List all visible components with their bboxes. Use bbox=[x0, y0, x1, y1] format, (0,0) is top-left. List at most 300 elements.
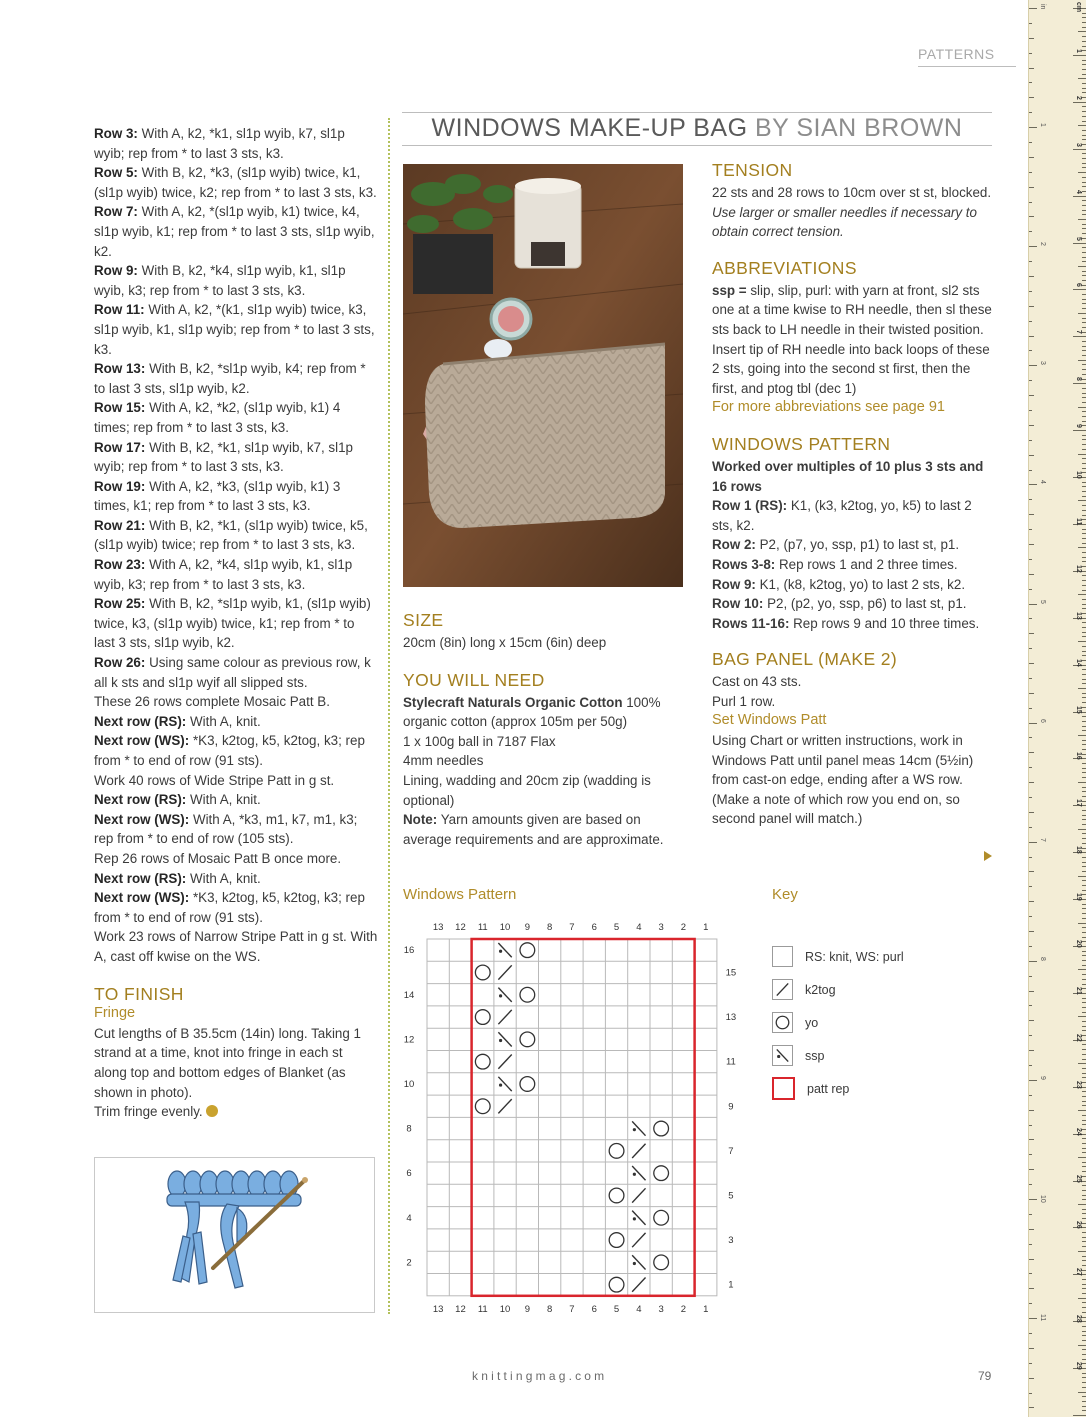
chart-col-label: 6 bbox=[591, 922, 597, 933]
ruler-tick bbox=[1082, 561, 1086, 562]
ruler-tick bbox=[1082, 280, 1086, 281]
ruler-tick bbox=[1082, 163, 1086, 164]
ruler-tick bbox=[1082, 261, 1086, 262]
ruler-tick bbox=[1082, 210, 1086, 211]
mosaic-row-instruction: Row 21: With B, k2, *k1, (sl1p wyib) twice, k5, (sl1p wyib) twice; rep from * to last 3 sts, k3. bbox=[94, 517, 368, 553]
ruler-tick bbox=[1082, 791, 1086, 792]
ruler-tick bbox=[1082, 843, 1086, 844]
ruler-tick bbox=[1082, 205, 1086, 206]
ruler-cm-label: 21 bbox=[1075, 986, 1082, 995]
ruler-inch-tick bbox=[1029, 827, 1032, 828]
ruler-tick bbox=[1082, 726, 1086, 727]
ruler-tick bbox=[1078, 500, 1086, 501]
windows-row-instruction: Row 9: K1, (k8, k2tog, yo) to last 2 sts, k2. bbox=[712, 576, 966, 592]
ruler-tick bbox=[1082, 27, 1086, 28]
ruler-tick bbox=[1082, 557, 1086, 558]
more-abbreviations-link[interactable]: For more abbreviations see page 91 bbox=[712, 399, 945, 416]
ruler-tick bbox=[1082, 515, 1086, 516]
ruler-tick bbox=[1082, 411, 1086, 412]
section-tag: PATTERNS bbox=[918, 46, 1016, 67]
ruler-tick bbox=[1082, 1279, 1086, 1280]
mosaic-row-instruction: These 26 rows complete Mosaic Patt B. bbox=[94, 694, 330, 710]
ruler-inch-tick bbox=[1029, 976, 1032, 977]
page-number: 79 bbox=[978, 1369, 992, 1383]
ruler-tick bbox=[1082, 308, 1086, 309]
ruler-inch-tick bbox=[1029, 1080, 1037, 1081]
ruler-tick bbox=[1082, 214, 1086, 215]
ruler-tick bbox=[1082, 1382, 1086, 1383]
ruler-tick bbox=[1082, 885, 1086, 886]
ruler-tick bbox=[1082, 1387, 1086, 1388]
rep-symbol-icon bbox=[772, 1077, 795, 1100]
ruler-tick bbox=[1082, 552, 1086, 553]
chart-col-label: 5 bbox=[613, 922, 620, 933]
ruler-tick bbox=[1082, 233, 1086, 234]
ruler-inch-tick bbox=[1029, 112, 1032, 113]
ruler-inch-tick bbox=[1029, 1288, 1034, 1289]
ruler-tick bbox=[1082, 636, 1086, 637]
tension-note: Use larger or smaller needles if necessary to obtain correct tension. bbox=[712, 204, 977, 240]
ruler-cm-label: 17 bbox=[1075, 799, 1082, 808]
ruler-tick bbox=[1082, 632, 1086, 633]
ruler-inch-label: 10 bbox=[1039, 1195, 1046, 1203]
ruler-inch-tick bbox=[1029, 1363, 1032, 1364]
ruler-tick bbox=[1082, 1410, 1086, 1411]
ruler-tick bbox=[1082, 918, 1086, 919]
ruler-inch-tick bbox=[1029, 961, 1037, 962]
ruler-tick bbox=[1082, 1349, 1086, 1350]
ruler-cm-label: 10 bbox=[1075, 471, 1082, 479]
ruler-inch-tick bbox=[1029, 216, 1034, 217]
ruler-tick bbox=[1082, 1115, 1086, 1116]
ruler-tick bbox=[1082, 116, 1086, 117]
chart-col-label: 11 bbox=[477, 1303, 488, 1315]
ruler-tick bbox=[1082, 1246, 1086, 1247]
ruler-inch-tick bbox=[1029, 1378, 1034, 1379]
ruler-tick bbox=[1082, 36, 1086, 37]
ruler-tick bbox=[1082, 1377, 1086, 1378]
ruler-tick bbox=[1082, 1270, 1086, 1271]
ruler-tick bbox=[1082, 135, 1086, 136]
ruler-tick bbox=[1082, 1265, 1086, 1266]
ruler-tick bbox=[1082, 716, 1086, 717]
ruler-tick bbox=[1082, 866, 1086, 867]
ruler-tick bbox=[1082, 655, 1086, 656]
ruler-tick bbox=[1082, 341, 1086, 342]
chart-col-label: 10 bbox=[499, 1303, 511, 1315]
mosaic-row-instruction: Next row (WS): *K3, k2tog, k5, k2tog, k3; rep from * to end of row (91 sts). bbox=[94, 733, 365, 768]
chart-title: Windows Pattern bbox=[403, 886, 517, 903]
mosaic-row-instruction: Next row (RS): With A, knit. bbox=[94, 792, 261, 808]
yo-symbol bbox=[776, 1016, 789, 1029]
ruler-tick bbox=[1082, 1077, 1086, 1078]
ruler-tick bbox=[1078, 313, 1086, 314]
ruler-inch-tick bbox=[1029, 306, 1034, 307]
ruler-tick bbox=[1073, 102, 1086, 103]
ruler-tick bbox=[1082, 754, 1086, 755]
ruler-tick bbox=[1082, 965, 1086, 966]
ruler-tick bbox=[1082, 998, 1086, 999]
ruler-tick bbox=[1082, 646, 1086, 647]
ruler-tick bbox=[1082, 1044, 1086, 1045]
ruler-tick bbox=[1078, 969, 1086, 970]
ruler-tick bbox=[1082, 721, 1086, 722]
ruler-tick bbox=[1082, 491, 1086, 492]
ssp-dot bbox=[633, 1217, 636, 1220]
ruler-tick bbox=[1082, 543, 1086, 544]
chart-col-label: 3 bbox=[658, 1303, 664, 1315]
ruler-inch-tick bbox=[1029, 931, 1034, 932]
ruler-inch-tick bbox=[1029, 1005, 1032, 1006]
mosaic-row-instruction: Row 11: With A, k2, *(k1, sl1p wyib) twice, k3, sl1p wyib, k1, sl1p wyib; rep from * to last 3 sts, k3. bbox=[94, 302, 375, 357]
ruler-tick bbox=[1082, 927, 1086, 928]
need-item: Lining, wadding and 20cm zip (wadding is optional) bbox=[403, 772, 651, 808]
chart-row-label-left: 12 bbox=[403, 1034, 415, 1046]
ruler-tick bbox=[1082, 763, 1086, 764]
ruler-tick bbox=[1082, 1082, 1086, 1083]
ruler-tick bbox=[1082, 1124, 1086, 1125]
ruler-tick bbox=[1082, 369, 1086, 370]
ruler-tick bbox=[1078, 688, 1086, 689]
ruler-tick bbox=[1078, 1016, 1086, 1017]
ruler-inch-tick bbox=[1029, 574, 1034, 575]
ruler-tick bbox=[1082, 439, 1086, 440]
chart-col-label: 9 bbox=[524, 1303, 530, 1315]
ruler-inch-label: in bbox=[1039, 4, 1046, 10]
chart-row-label-right: 1 bbox=[728, 1279, 734, 1291]
key-item-blank bbox=[772, 940, 904, 973]
chart-col-label: 6 bbox=[591, 1303, 597, 1315]
ruler-tick bbox=[1082, 425, 1086, 426]
ruler-inch-tick bbox=[1029, 1154, 1032, 1155]
ruler-tick bbox=[1082, 1354, 1086, 1355]
ruler-inch-tick bbox=[1029, 231, 1032, 232]
ruler-inch-tick bbox=[1029, 529, 1032, 530]
ruler-tick bbox=[1082, 1256, 1086, 1257]
ruler-tick bbox=[1082, 83, 1086, 84]
ruler-tick bbox=[1082, 787, 1086, 788]
ruler-tick bbox=[1082, 1101, 1086, 1102]
ruler-tick bbox=[1082, 660, 1086, 661]
ruler-cm-label: 8 bbox=[1075, 377, 1082, 382]
ruler-tick bbox=[1082, 1096, 1086, 1097]
ruler-cm-label: 24 bbox=[1075, 1127, 1082, 1136]
ruler-inch-tick bbox=[1029, 97, 1034, 98]
ruler-inch-tick bbox=[1029, 723, 1037, 724]
ruler-tick bbox=[1082, 796, 1086, 797]
ruler-tick bbox=[1082, 224, 1086, 225]
ruler-tick bbox=[1082, 191, 1086, 192]
ruler-tick bbox=[1082, 1059, 1086, 1060]
ruler-tick bbox=[1082, 1326, 1086, 1327]
ruler-tick bbox=[1082, 1218, 1086, 1219]
ruler-inch-label: 6 bbox=[1039, 718, 1046, 723]
ruler-inch-tick bbox=[1029, 797, 1032, 798]
ruler-tick bbox=[1082, 74, 1086, 75]
ruler-inch-tick bbox=[1029, 470, 1032, 471]
key-item-rep bbox=[772, 1072, 904, 1105]
ruler-tick bbox=[1082, 1241, 1086, 1242]
title-rule-bottom bbox=[402, 145, 992, 146]
ruler-inch-tick bbox=[1029, 68, 1034, 69]
ruler-inch-tick bbox=[1029, 82, 1032, 83]
ruler-tick bbox=[1082, 538, 1086, 539]
ruler-cm-label: 20 bbox=[1075, 940, 1082, 948]
ssp-dot bbox=[633, 1262, 636, 1265]
ruler-tick bbox=[1082, 1091, 1086, 1092]
ruler-inch-tick bbox=[1029, 350, 1032, 351]
continue-arrow-icon bbox=[984, 851, 992, 861]
ruler-tick bbox=[1082, 397, 1086, 398]
windows-row-instruction: Rows 3-8: Rep rows 1 and 2 three times. bbox=[712, 556, 958, 572]
ruler-tick bbox=[1078, 1110, 1086, 1111]
ruler-tick bbox=[1082, 1129, 1086, 1130]
size-heading: SIZE bbox=[403, 610, 444, 630]
chart-row-label-left: 4 bbox=[406, 1212, 412, 1224]
ruler-tick bbox=[1082, 158, 1086, 159]
ruler-inch-tick bbox=[1029, 633, 1034, 634]
key-label: RS: knit, WS: purl bbox=[805, 949, 904, 964]
chart-row-label-right: 7 bbox=[728, 1145, 734, 1157]
ruler-tick bbox=[1082, 1363, 1086, 1364]
chart-col-label: 4 bbox=[636, 922, 642, 933]
mosaic-row-instruction: Work 23 rows of Narrow Stripe Patt in g st. With A, cast off kwise on the WS. bbox=[94, 929, 378, 964]
ruler-tick bbox=[1082, 13, 1086, 14]
ruler-inch-label: 11 bbox=[1039, 1314, 1046, 1322]
ruler-inch-tick bbox=[1029, 187, 1034, 188]
ruler-cm-label: 12 bbox=[1075, 564, 1082, 573]
ruler-tick bbox=[1082, 510, 1086, 511]
ruler-tick bbox=[1082, 1026, 1086, 1027]
footer-website: knittingmag.com bbox=[472, 1369, 608, 1383]
ruler-tick bbox=[1082, 444, 1086, 445]
ruler-inch-tick bbox=[1029, 1139, 1034, 1140]
ruler-tick bbox=[1082, 402, 1086, 403]
key-label: yo bbox=[805, 1015, 819, 1030]
chart-col-label: 2 bbox=[680, 1303, 687, 1315]
ruler-tick bbox=[1073, 383, 1086, 384]
ruler-tick bbox=[1082, 693, 1086, 694]
left-column bbox=[94, 124, 378, 1122]
ruler-tick bbox=[1082, 496, 1086, 497]
ruler-tick bbox=[1082, 1171, 1086, 1172]
ruler-tick bbox=[1082, 17, 1086, 18]
ruler-tick bbox=[1082, 937, 1086, 938]
ruler-tick bbox=[1082, 1105, 1086, 1106]
ruler-inch-tick bbox=[1029, 782, 1034, 783]
ruler-inch-tick bbox=[1029, 514, 1034, 515]
fringe-text: Cut lengths of B 35.5cm (14in) long. Taking 1 strand at a time, knot into fringe in each st along top and bottom edges of Blanket (as shown in photo). bbox=[94, 1025, 361, 1100]
ruler-inch-tick bbox=[1029, 157, 1034, 158]
mosaic-row-instruction: Row 17: With B, k2, *k1, sl1p wyib, k7, sl1p wyib; rep from * to last 3 sts, k3. bbox=[94, 439, 353, 475]
chart-col-label: 7 bbox=[569, 1303, 575, 1315]
ruler-inch-tick bbox=[1029, 871, 1034, 872]
ruler-tick bbox=[1082, 153, 1086, 154]
ruler-inch-tick bbox=[1029, 321, 1032, 322]
ruler-tick bbox=[1082, 421, 1086, 422]
chart-col-label: 1 bbox=[703, 922, 709, 933]
ruler-tick bbox=[1082, 932, 1086, 933]
ssp-dot bbox=[633, 1173, 636, 1176]
ruler-inch-tick bbox=[1029, 1303, 1032, 1304]
ruler-tick bbox=[1082, 1199, 1086, 1200]
ruler-tick bbox=[1082, 697, 1086, 698]
key-item-ssp bbox=[772, 1039, 904, 1072]
ruler-tick bbox=[1082, 1120, 1086, 1121]
ruler-tick bbox=[1082, 1232, 1086, 1233]
ruler-tick bbox=[1082, 838, 1086, 839]
ruler-tick bbox=[1082, 651, 1086, 652]
ruler-tick bbox=[1082, 318, 1086, 319]
ruler-tick bbox=[1078, 31, 1086, 32]
ruler-tick bbox=[1082, 257, 1086, 258]
ruler-tick bbox=[1082, 22, 1086, 23]
ruler-inch-label: 7 bbox=[1039, 837, 1046, 842]
materials-section bbox=[403, 610, 688, 849]
ruler-tick bbox=[1082, 228, 1086, 229]
ruler-tick bbox=[1082, 890, 1086, 891]
ruler-inch-tick bbox=[1029, 127, 1037, 128]
mosaic-row-instruction: Next row (RS): With A, knit. bbox=[94, 870, 261, 886]
ruler-inch-tick bbox=[1029, 886, 1032, 887]
ruler-tick bbox=[1082, 106, 1086, 107]
ruler-tick bbox=[1082, 1073, 1086, 1074]
mosaic-rows bbox=[94, 124, 378, 967]
chart-row-label-right: 9 bbox=[728, 1101, 734, 1113]
chart-col-label: 13 bbox=[432, 922, 444, 933]
ruler-tick bbox=[1082, 322, 1086, 323]
ruler-inch-tick bbox=[1029, 663, 1034, 664]
ruler-cm-label: 16 bbox=[1075, 752, 1082, 761]
bag-panel-text: Using Chart or written instructions, work in Windows Patt until panel meas 14cm (5½in) from cast-on edge, ending after a WS row. (Make a note of which row you end on, so second panel will match.) bbox=[712, 733, 974, 827]
ruler-tick bbox=[1082, 463, 1086, 464]
ruler-inch-tick bbox=[1029, 1125, 1032, 1126]
yo-symbol-icon bbox=[772, 1012, 793, 1033]
ruler-tick bbox=[1082, 1190, 1086, 1191]
ruler-tick bbox=[1078, 125, 1086, 126]
ruler-tick bbox=[1082, 857, 1086, 858]
mosaic-row-instruction: Next row (WS): With A, *k3, m1, k7, m1, k3; rep from * to end of row (105 sts). bbox=[94, 811, 358, 847]
ruler-tick bbox=[1082, 1152, 1086, 1153]
chart-col-label: 8 bbox=[547, 1303, 553, 1315]
ruler-tick bbox=[1082, 247, 1086, 248]
ruler-tick bbox=[1082, 1035, 1086, 1036]
fringe-illustration bbox=[94, 1157, 375, 1313]
ruler-tick bbox=[1082, 1302, 1086, 1303]
ruler-tick bbox=[1082, 1162, 1086, 1163]
need-item: 1 x 100g ball in 7187 Flax bbox=[403, 733, 556, 749]
windows-chart bbox=[398, 914, 738, 1319]
ruler-inch-tick bbox=[1029, 842, 1037, 843]
chart-col-label: 11 bbox=[477, 922, 488, 933]
ruler-cm-label: 29 bbox=[1075, 1362, 1082, 1370]
ruler-tick bbox=[1082, 64, 1086, 65]
mosaic-row-instruction: Row 5: With B, k2, *k3, (sl1p wyib) twice, k1, (sl1p wyib) twice, k2; rep from * to last 3 sts, k3. bbox=[94, 165, 377, 200]
bag-panel-heading: BAG PANEL (MAKE 2) bbox=[712, 649, 898, 670]
ruler-inch-tick bbox=[1029, 1393, 1032, 1394]
ruler-inch-tick bbox=[1029, 1259, 1034, 1260]
ruler-tick bbox=[1082, 238, 1086, 239]
ruler-tick bbox=[1082, 186, 1086, 187]
mosaic-row-instruction: Row 3: With A, k2, *k1, sl1p wyib, k7, sl1p wyib; rep from * to last 3 sts, k3. bbox=[94, 126, 345, 161]
ruler-tick bbox=[1078, 266, 1086, 267]
ruler-inch-tick bbox=[1029, 380, 1032, 381]
ruler-cm-label: 13 bbox=[1075, 611, 1082, 620]
ruler-cm-label: 23 bbox=[1075, 1080, 1082, 1089]
chart-col-label: 9 bbox=[524, 922, 530, 933]
ruler-tick bbox=[1082, 744, 1086, 745]
ruler-tick bbox=[1082, 951, 1086, 952]
chart-col-label: 1 bbox=[703, 1303, 709, 1315]
ruler-tick bbox=[1082, 1293, 1086, 1294]
ruler-tick bbox=[1082, 92, 1086, 93]
ruler-tick bbox=[1082, 974, 1086, 975]
mosaic-row-instruction: Row 9: With B, k2, *k4, sl1p wyib, k1, sl1p wyib, k3; rep from * to last 3 sts, k3. bbox=[94, 263, 346, 298]
ruler-tick bbox=[1082, 303, 1086, 304]
ruler-tick bbox=[1082, 904, 1086, 905]
ruler-inch-tick bbox=[1029, 901, 1034, 902]
ruler-tick bbox=[1082, 819, 1086, 820]
key-label: ssp bbox=[805, 1048, 825, 1063]
ruler-tick bbox=[1082, 1260, 1086, 1261]
ruler-tick bbox=[1082, 200, 1086, 201]
ruler-inch-tick bbox=[1029, 246, 1037, 247]
ruler-tick bbox=[1082, 533, 1086, 534]
to-finish-section bbox=[94, 985, 378, 1122]
ruler-inch-tick bbox=[1029, 142, 1032, 143]
ruler-tick bbox=[1082, 575, 1086, 576]
ruler-inch-tick bbox=[1029, 544, 1034, 545]
ruler-tick bbox=[1082, 608, 1086, 609]
ruler-tick bbox=[1082, 1213, 1086, 1214]
set-windows-subheading: Set Windows Patt bbox=[712, 712, 827, 729]
ruler-tick bbox=[1082, 144, 1086, 145]
windows-row-instruction: Row 10: P2, (p2, yo, ssp, p6) to last st, p1. bbox=[712, 596, 967, 612]
ruler-inch-tick bbox=[1029, 1110, 1034, 1111]
tension-heading: TENSION bbox=[712, 160, 793, 180]
ruler-tick bbox=[1082, 167, 1086, 168]
ruler-inch-tick bbox=[1029, 648, 1032, 649]
ruler-tick bbox=[1073, 243, 1086, 244]
ruler-tick bbox=[1082, 1176, 1086, 1177]
ruler-inch-tick bbox=[1029, 1407, 1034, 1408]
measuring-ruler bbox=[1028, 0, 1086, 1417]
ruler-inch-tick bbox=[1029, 708, 1032, 709]
ruler-tick bbox=[1078, 1063, 1086, 1064]
ruler-tick bbox=[1082, 627, 1086, 628]
ruler-tick bbox=[1078, 360, 1086, 361]
ruler-inch-tick bbox=[1029, 812, 1034, 813]
ruler-tick bbox=[1082, 1054, 1086, 1055]
ruler-tick bbox=[1082, 350, 1086, 351]
ruler-tick bbox=[1082, 683, 1086, 684]
ruler-tick bbox=[1082, 1049, 1086, 1050]
ruler-tick bbox=[1082, 1068, 1086, 1069]
ruler-tick bbox=[1082, 824, 1086, 825]
chart-key bbox=[772, 940, 904, 1105]
mosaic-row-instruction: Work 40 rows of Wide Stripe Patt in g st. bbox=[94, 772, 335, 788]
chart-col-label: 13 bbox=[432, 1303, 444, 1315]
ruler-tick bbox=[1082, 139, 1086, 140]
ruler-tick bbox=[1082, 1340, 1086, 1341]
ruler-inch-tick bbox=[1029, 455, 1034, 456]
tension-text: 22 sts and 28 rows to 10cm over st st, blocked. bbox=[712, 185, 992, 200]
ruler-tick bbox=[1082, 97, 1086, 98]
ruler-tick bbox=[1082, 908, 1086, 909]
ruler-inch-tick bbox=[1029, 1065, 1032, 1066]
ruler-tick bbox=[1082, 679, 1086, 680]
ruler-tick bbox=[1082, 482, 1086, 483]
